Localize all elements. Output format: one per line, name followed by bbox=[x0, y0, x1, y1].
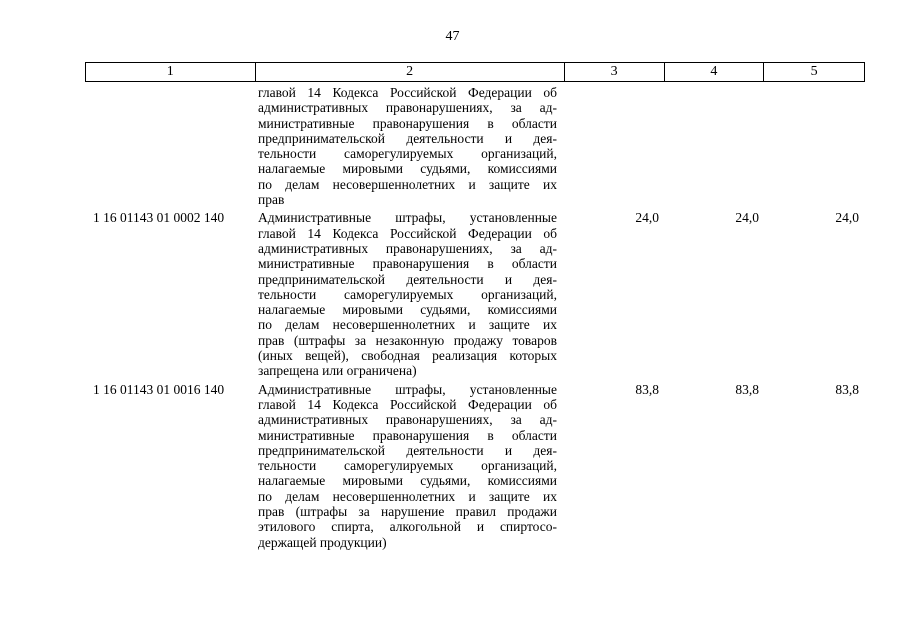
description-line: тельности саморегулируемых организаций, bbox=[258, 458, 557, 474]
value-column-5: 24,0 bbox=[835, 210, 859, 226]
description bbox=[255, 85, 565, 207]
value-column-3: 24,0 bbox=[635, 210, 659, 226]
budget-code: 1 16 01143 01 0016 140 bbox=[93, 381, 225, 397]
description-line: налагаемые мировыми судьями, комиссиями bbox=[258, 473, 557, 489]
description-line: по делам несовершеннолетних и защите их bbox=[258, 488, 557, 504]
value-column-4: 83,8 bbox=[735, 381, 759, 397]
description-line: министративные правонарушения в области bbox=[258, 256, 557, 272]
description-line: по делам несовершеннолетних и защите их bbox=[258, 176, 557, 192]
description-line: Административные штрафы, установленные bbox=[258, 210, 557, 226]
description-line: главой 14 Кодекса Российской Федерации об bbox=[258, 85, 557, 100]
description-line: этилового спирта, алкогольной и спиртосо- bbox=[258, 519, 557, 535]
value-column-3 bbox=[565, 85, 665, 207]
column-header-5: 5 bbox=[810, 64, 818, 79]
description-line: налагаемые мировыми судьями, комиссиями bbox=[258, 161, 557, 177]
description-line: налагаемые мировыми судьями, комиссиями bbox=[258, 302, 557, 318]
description-line: административных правонарушениях, за ад- bbox=[258, 412, 557, 428]
column-header-2: 2 bbox=[256, 63, 565, 81]
description-line: (иных вещей), свободная реализация которых bbox=[258, 348, 557, 364]
description-line: прав (штрафы за нарушение правил продажи bbox=[258, 504, 557, 520]
description-line: Административные штрафы, установленные bbox=[258, 381, 557, 397]
column-header-4: 4 bbox=[665, 63, 765, 81]
description-line: тельности саморегулируемых организаций, bbox=[258, 146, 557, 162]
description-line: предпринимательской деятельности и дея- bbox=[258, 271, 557, 287]
description-line: прав (штрафы за незаконную продажу товаров bbox=[258, 332, 557, 348]
table-row bbox=[85, 382, 865, 550]
description-line: по делам несовершеннолетних и защите их bbox=[258, 317, 557, 333]
budget-code: 1 16 01143 01 0002 140 bbox=[93, 210, 225, 226]
description-line: главой 14 Кодекса Российской Федерации об bbox=[258, 396, 557, 412]
description-line: предпринимательской деятельности и дея- bbox=[258, 130, 557, 146]
value-column-5 bbox=[765, 85, 865, 207]
description-line: административных правонарушениях, за ад- bbox=[258, 240, 557, 256]
value-column-4: 24,0 bbox=[735, 210, 759, 226]
value-column-5: 83,8 bbox=[835, 381, 859, 397]
description-line: министративные правонарушения в области bbox=[258, 427, 557, 443]
description-line: министративные правонарушения в области bbox=[258, 115, 557, 131]
description-line: прав bbox=[258, 192, 285, 208]
table-header bbox=[85, 62, 865, 82]
budget-code bbox=[85, 85, 255, 207]
description-line: административных правонарушениях, за ад- bbox=[258, 100, 557, 116]
description-line: тельности саморегулируемых организаций, bbox=[258, 286, 557, 302]
column-header-3: 3 bbox=[565, 63, 665, 81]
description bbox=[255, 382, 565, 550]
column-header-1: 1 bbox=[86, 63, 256, 81]
value-column-4 bbox=[665, 85, 765, 207]
value-column-3: 83,8 bbox=[635, 381, 659, 397]
table-body bbox=[85, 85, 865, 550]
description-line: предпринимательской деятельности и дея- bbox=[258, 442, 557, 458]
description-line: запрещена или ограничена) bbox=[258, 363, 417, 379]
description-line: главой 14 Кодекса Российской Федерации об bbox=[258, 225, 557, 241]
table-row bbox=[85, 85, 865, 207]
table-row bbox=[85, 210, 865, 378]
page-number: 47 bbox=[445, 29, 460, 44]
description-line: держащей продукции) bbox=[258, 534, 387, 550]
description bbox=[255, 210, 565, 378]
